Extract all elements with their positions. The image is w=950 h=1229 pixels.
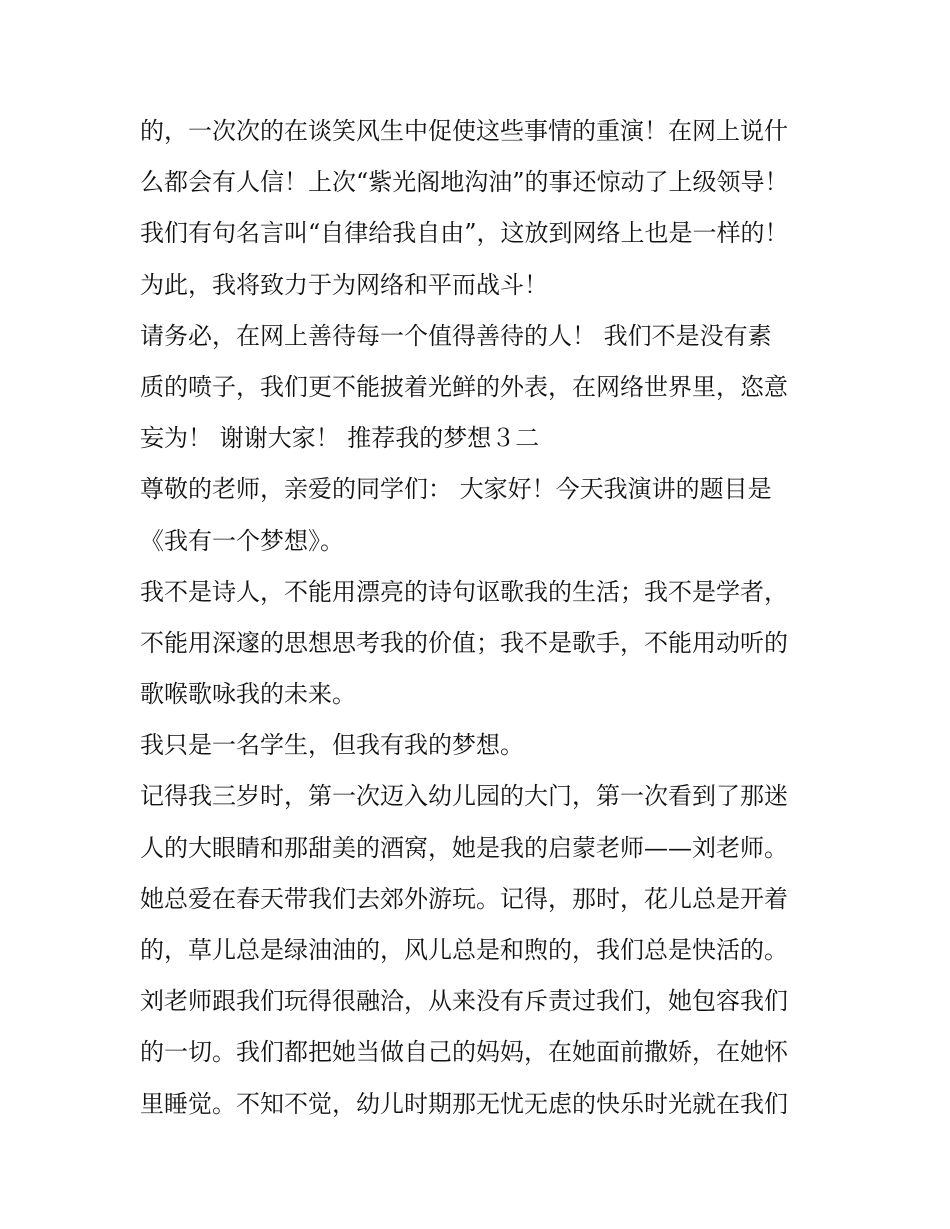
text-line: 请务必，在网上善待每一个值得善待的人！ 我们不是没有素 bbox=[140, 321, 772, 350]
text-line: 不能用深邃的思想思考我的价值；我不是歌手，不能用动听的 bbox=[140, 628, 788, 657]
body-text bbox=[140, 106, 830, 1130]
text-line: 为此，我将致力于为网络和平而战斗！ bbox=[140, 270, 548, 299]
text-line: 刘老师跟我们玩得很融洽，从来没有斥责过我们，她包容我们 bbox=[140, 987, 788, 1016]
text-line: 人的大眼睛和那甜美的酒窝，她是我的启蒙老师——刘老师。 bbox=[140, 833, 788, 862]
text-line: 里睡觉。不知不觉，幼儿时期那无忧无虑的快乐时光就在我们 bbox=[140, 1089, 788, 1118]
text-line: 《我有一个梦想》。 bbox=[140, 526, 344, 555]
text-line: 她总爱在春天带我们去郊外游玩。记得，那时，花儿总是开着 bbox=[140, 884, 788, 913]
text-line: 记得我三岁时，第一次迈入幼儿园的大门，第一次看到了那迷 bbox=[140, 782, 788, 811]
text-line: 的，一次次的在谈笑风生中促使这些事情的重演！在网上说什 bbox=[140, 117, 788, 145]
text-line: 妄为！ 谢谢大家！ 推荐我的梦想３二 bbox=[140, 424, 540, 453]
text-line: 的一切。我们都把她当做自己的妈妈，在她面前撒娇，在她怀 bbox=[140, 1038, 788, 1067]
text-line: 我只是一名学生，但我有我的梦想。 bbox=[140, 731, 524, 760]
text-line: 么都会有人信！上次“紫光阁地沟油”的事还惊动了上级领导！ bbox=[140, 168, 789, 197]
text-line: 我们有句名言叫“自律给我自由”，这放到网络上也是一样的！ bbox=[140, 219, 789, 248]
text-line: 质的喷子，我们更不能披着光鲜的外表，在网络世界里，恣意 bbox=[140, 372, 788, 401]
text-line: 歌喉歌咏我的未来。 bbox=[140, 680, 356, 709]
text-line: 我不是诗人，不能用漂亮的诗句讴歌我的生活；我不是学者， bbox=[140, 577, 788, 606]
text-line: 尊敬的老师，亲爱的同学们： 大家好！今天我演讲的题目是 bbox=[140, 475, 772, 504]
text-line: 的，草儿总是绿油油的，风儿总是和煦的，我们总是快活的。 bbox=[140, 936, 788, 964]
